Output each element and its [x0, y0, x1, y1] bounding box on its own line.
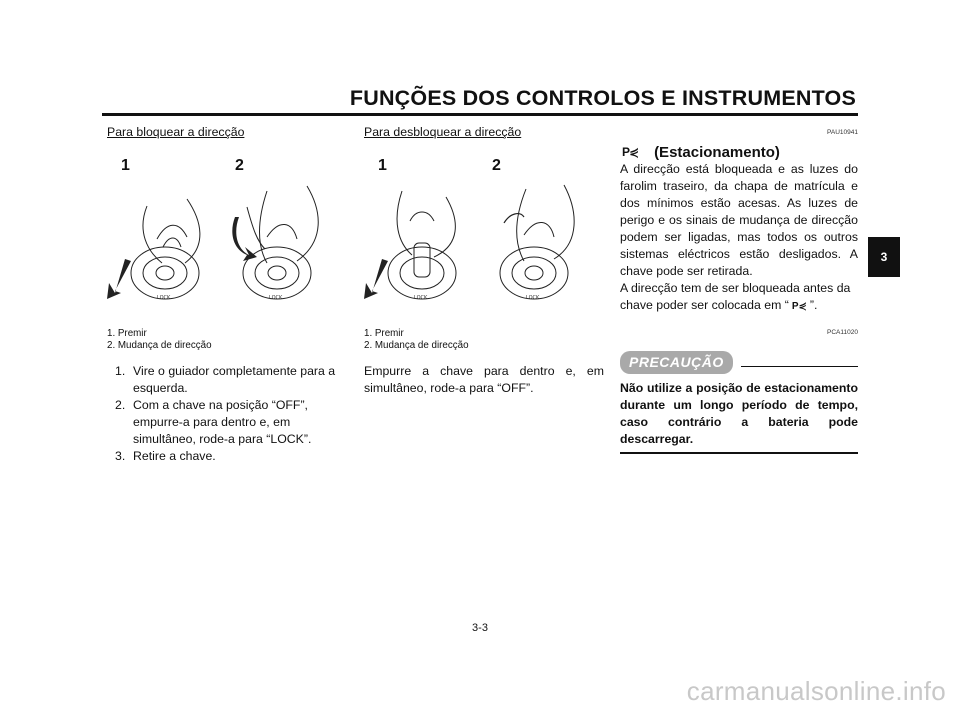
caution-bottom-rule: [620, 452, 858, 454]
svg-text:LOCK: LOCK: [414, 295, 428, 301]
page-header-title: FUNÇÕES DOS CONTROLOS E INSTRUMENTOS: [349, 86, 856, 110]
parking-section: [620, 124, 858, 454]
page-number: 3-3: [472, 622, 488, 634]
caption-turn: 2. Mudança de direcção: [107, 339, 212, 351]
caption-turn: 2. Mudança de direcção: [364, 339, 469, 351]
lock-steps: [107, 363, 347, 465]
step-text: Com a chave na posição “OFF”, empurre-a para dentro e, em simultâneo, rode-a para “LOCK”.: [133, 398, 312, 446]
figure-label-1: 1: [121, 157, 130, 174]
parking-title: [620, 144, 858, 161]
unlock-subhead: Para desbloquear a direcção: [364, 125, 522, 139]
step-text: Retire a chave.: [133, 449, 216, 463]
lock-section: [107, 124, 347, 465]
svg-text:LOCK: LOCK: [526, 295, 540, 301]
figure-label-2: 2: [235, 157, 244, 174]
figure-label-1: 1: [378, 157, 387, 174]
figure-label-2: 2: [492, 157, 501, 174]
lock-step: [107, 397, 347, 448]
header-rule: [102, 113, 858, 116]
parking-body-2: [620, 280, 858, 315]
watermark: carmanualsonline.info: [686, 676, 946, 706]
step-number: 2.: [115, 398, 126, 412]
caution-code: PCA11020: [827, 329, 858, 336]
section-code: PAU10941: [827, 129, 858, 136]
svg-text:LOCK: LOCK: [157, 295, 171, 301]
parking-body: A direcção está bloqueada e as luzes do farolim traseiro, da chapa de matrícula e dos mínimos estão acesas. As luzes de perigo e os sinais de mudança de direcção podem ser ligadas, mas todos os outros sistemas eléctricos estão desligados. A chave pode ser retirada.: [620, 162, 858, 278]
key-press-illustration: [107, 151, 347, 319]
step-number: 1.: [115, 364, 126, 378]
key-turn-illustration: [364, 151, 604, 319]
svg-text:LOCK: LOCK: [269, 295, 283, 301]
unlock-captions: [364, 328, 604, 351]
lock-step: [107, 363, 347, 397]
unlock-figure: [364, 151, 604, 319]
lock-captions: [107, 328, 347, 351]
parking-body-2-end: ”.: [809, 298, 818, 312]
caution-text: Não utilize a posição de estacionamento durante um longo período de tempo, caso contrário a bateria pode descarregar.: [620, 381, 858, 446]
parking-body-2-text: A direcção tem de ser bloqueada antes da chave poder ser colocada em “: [620, 281, 851, 312]
unlock-section: [364, 124, 604, 397]
parking-icon: P⋞: [622, 145, 639, 159]
lock-figure: [107, 151, 347, 319]
chapter-tab[interactable]: 3: [868, 237, 900, 277]
lock-step: [107, 448, 347, 465]
parking-title-text: (Estacionamento): [654, 144, 780, 161]
caption-press: 1. Premir: [364, 328, 404, 339]
unlock-body: Empurre a chave para dentro e, em simultâneo, rode-a para “OFF”.: [364, 364, 604, 395]
caution-badge: PRECAUÇÃO: [620, 351, 733, 374]
lock-subhead: Para bloquear a direcção: [107, 125, 245, 139]
parking-icon: P⋞: [791, 301, 807, 312]
step-number: 3.: [115, 449, 126, 463]
caution-header: [620, 351, 858, 374]
step-text: Vire o guiador completamente para a esquerda.: [133, 364, 336, 395]
caption-press: 1. Premir: [107, 328, 147, 339]
caution-rule: [741, 366, 858, 368]
